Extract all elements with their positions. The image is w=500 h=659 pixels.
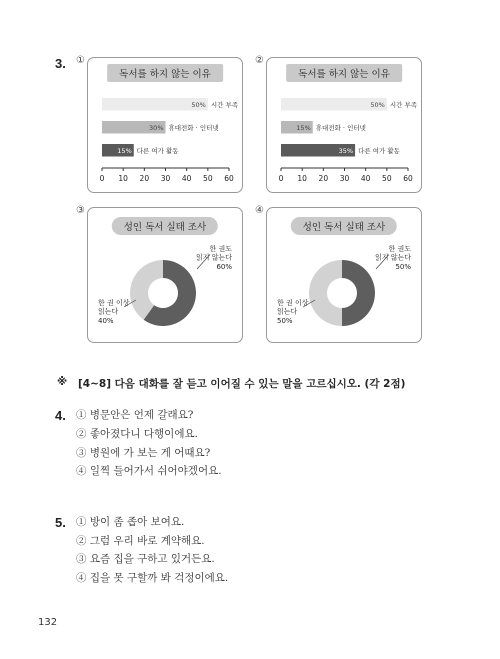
tick-label: 60 — [224, 174, 234, 183]
page-number: 132 — [38, 617, 58, 628]
choice-2[interactable]: ② 그럼 우리 바로 계약해요. — [76, 535, 205, 547]
option-mark-2: ② — [255, 55, 264, 66]
slice-value-label: 50% — [277, 317, 293, 325]
tick-label: 0 — [99, 174, 105, 183]
option-mark-4: ④ — [255, 205, 264, 216]
data-label: 50% — [191, 101, 206, 109]
slice-value-label: 50% — [395, 263, 411, 271]
choice-2[interactable]: ② 좋아졌다니 다행이에요. — [76, 428, 198, 440]
instruction-mark: ※ — [57, 376, 68, 388]
tick-label: 10 — [118, 174, 128, 183]
chart-title: 독서를 하지 않는 이유 — [286, 64, 402, 82]
instruction-text: [4~8] 다음 대화를 잘 듣고 이어질 수 있는 말을 고르십시오. (각 2점) — [78, 378, 406, 390]
tick-label: 50 — [382, 174, 392, 183]
slice-label: 읽는다 — [277, 307, 298, 316]
bar-chart-2 — [267, 58, 421, 192]
category-label: 시간 부족 — [210, 101, 239, 109]
category-label: 휴대전화 · 인터넷 — [168, 124, 219, 132]
tick-label: 0 — [278, 174, 284, 183]
slice-value-label: 40% — [98, 317, 114, 325]
chart-panel-2 — [266, 57, 422, 193]
bar-chart-1 — [88, 58, 242, 192]
category-label: 시간 부족 — [389, 101, 418, 109]
choice-1[interactable]: ① 방이 좀 좁아 보여요. — [76, 516, 185, 528]
pie-slice — [342, 260, 375, 326]
chart-panel-4 — [266, 207, 422, 343]
tick-label: 20 — [318, 174, 329, 183]
choice-3[interactable]: ③ 병원에 가 보는 게 어때요? — [76, 447, 211, 459]
category-label: 휴대전화 · 인터넷 — [315, 124, 366, 132]
choice-4[interactable]: ④ 일찍 들어가서 쉬어야겠어요. — [76, 465, 222, 477]
question-number: 5. — [55, 515, 66, 530]
tick-label: 20 — [139, 174, 150, 183]
slice-label: 한 권도 — [388, 245, 411, 253]
choice-3[interactable]: ③ 요즘 집을 구하고 있거든요. — [76, 553, 215, 565]
chart-title: 성인 독서 실태 조사 — [291, 217, 397, 235]
data-label: 30% — [149, 124, 164, 132]
tick-label: 30 — [160, 174, 171, 183]
chart-panel-1 — [87, 57, 243, 193]
option-mark-3: ③ — [76, 205, 85, 216]
option-mark-1: ① — [76, 55, 85, 66]
tick-label: 30 — [339, 174, 350, 183]
slice-label: 읽지 않는다 — [195, 253, 232, 262]
tick-label: 50 — [203, 174, 213, 183]
tick-label: 40 — [181, 174, 192, 183]
chart-title: 성인 독서 실태 조사 — [112, 217, 218, 235]
tick-label: 10 — [297, 174, 307, 183]
question-number: 4. — [55, 408, 66, 423]
slice-label: 읽지 않는다 — [374, 253, 411, 262]
pie-chart-4 — [267, 208, 421, 342]
category-label: 다른 여가 활동 — [136, 147, 179, 155]
slice-label: 한 권도 — [209, 245, 232, 253]
tick-label: 60 — [403, 174, 413, 183]
data-label: 15% — [117, 147, 132, 155]
slice-label: 한 권 이상 — [98, 299, 130, 307]
question-number: 3. — [55, 56, 66, 71]
slice-label: 읽는다 — [98, 307, 119, 316]
choice-4[interactable]: ④ 집을 못 구할까 봐 걱정이에요. — [76, 572, 229, 584]
chart-panel-3 — [87, 207, 243, 343]
choice-1[interactable]: ① 병문안은 언제 갈래요? — [76, 409, 194, 421]
tick-label: 40 — [360, 174, 371, 183]
category-label: 다른 여가 활동 — [358, 147, 400, 155]
data-label: 15% — [296, 124, 311, 132]
chart-title: 독서를 하지 않는 이유 — [107, 64, 223, 82]
slice-label: 한 권 이상 — [277, 299, 309, 307]
slice-value-label: 60% — [216, 263, 232, 271]
pie-slice — [309, 260, 342, 326]
pie-chart-3 — [88, 208, 242, 342]
data-label: 35% — [338, 147, 354, 155]
data-label: 50% — [370, 101, 385, 109]
